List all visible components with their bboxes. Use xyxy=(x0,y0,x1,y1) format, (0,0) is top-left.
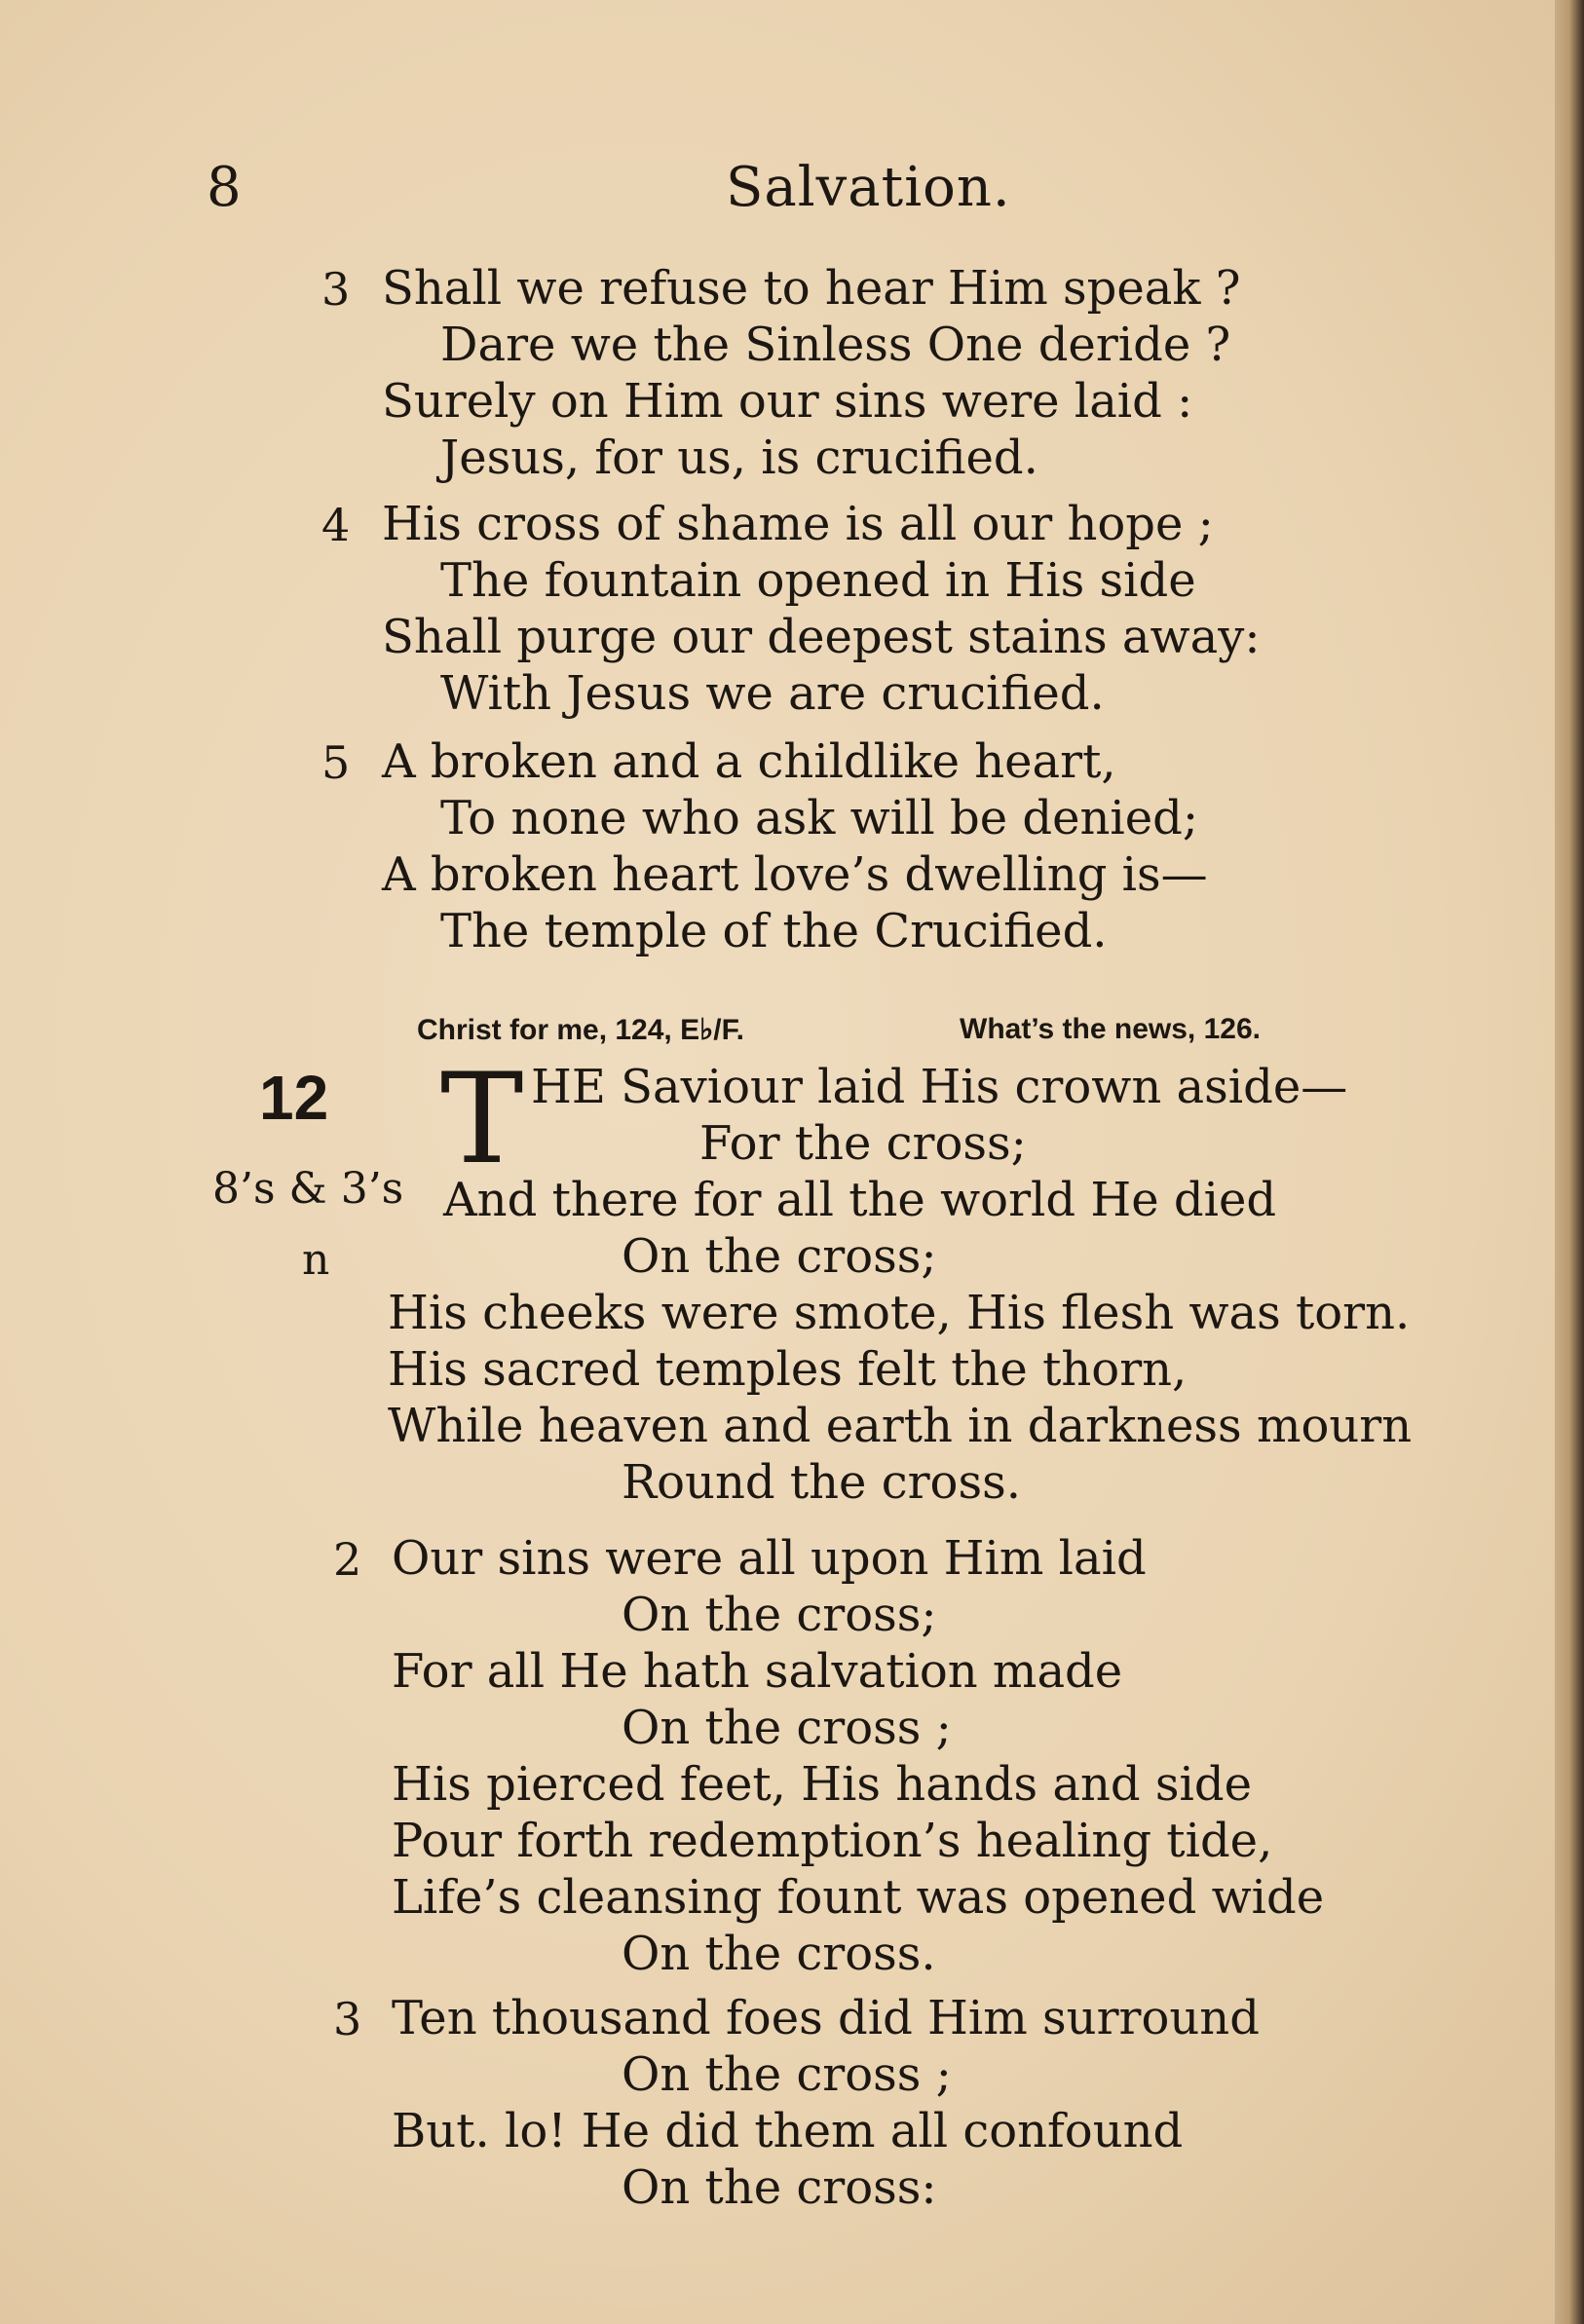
verse-line: And there for all the world He died xyxy=(443,1173,1277,1227)
verse-line: On the cross: xyxy=(622,2160,937,2215)
verse-line: Surely on Him our sins were laid : xyxy=(382,374,1193,429)
tune-reference-2: What’s the news, 126. xyxy=(960,1013,1261,1045)
verse-number: 4 xyxy=(321,499,351,551)
verse-line: Shall purge our deepest stains away: xyxy=(382,610,1261,664)
verse-line: Pour forth redemption’s healing tide, xyxy=(392,1814,1273,1868)
verse-line: But. lo! He did them all confound xyxy=(392,2104,1184,2158)
verse-line: His pierced feet, His hands and side xyxy=(392,1757,1252,1812)
verse-line: On the cross ; xyxy=(622,1701,952,1755)
verse-line: Jesus, for us, is crucified. xyxy=(440,431,1038,485)
drop-cap: T xyxy=(440,1047,524,1192)
verse-line: HE Saviour laid His crown aside— xyxy=(531,1060,1348,1114)
verse-line: The fountain opened in His side xyxy=(440,553,1196,608)
page-title: Salvation. xyxy=(726,156,1011,219)
verse-line: On the cross ; xyxy=(622,2047,952,2102)
hymn-meter: 8’s & 3’s xyxy=(212,1164,404,1214)
verse-number: 3 xyxy=(333,1993,362,2045)
verse-line: Our sins were all upon Him laid xyxy=(392,1531,1147,1586)
verse-line: Dare we the Sinless One deride ? xyxy=(440,318,1231,372)
verse-line: A broken and a childlike heart, xyxy=(382,734,1116,789)
verse-line: A broken heart love’s dwelling is— xyxy=(382,847,1208,902)
page-edge xyxy=(1555,0,1584,2324)
verse-number: 3 xyxy=(321,263,351,316)
verse-line: His sacred temples felt the thorn, xyxy=(388,1342,1188,1397)
verse-line: On the cross; xyxy=(622,1588,937,1642)
hymn-number: 12 xyxy=(259,1063,329,1133)
verse-line: His cheeks were smote, His flesh was torn. xyxy=(388,1286,1411,1340)
verse-line: On the cross; xyxy=(622,1229,937,1284)
hymn-key: n xyxy=(302,1235,330,1285)
verse-number: 2 xyxy=(333,1533,362,1586)
page-number: 8 xyxy=(207,156,242,219)
verse-line: The temple of the Crucified. xyxy=(440,904,1108,958)
verse-line: Round the cross. xyxy=(622,1455,1021,1510)
verse-number: 5 xyxy=(321,736,351,789)
verse-line: Ten thousand foes did Him surround xyxy=(392,1991,1260,2045)
verse-line: On the cross. xyxy=(622,1927,936,1981)
verse-line: For all He hath salvation made xyxy=(392,1644,1123,1699)
verse-line: While heaven and earth in darkness mourn xyxy=(388,1399,1413,1453)
verse-line: Life’s cleansing fount was opened wide xyxy=(392,1870,1325,1925)
tune-reference-1: Christ for me, 124, E♭/F. xyxy=(417,1014,744,1046)
verse-line: With Jesus we are crucified. xyxy=(440,666,1105,721)
verse-line: Shall we refuse to hear Him speak ? xyxy=(382,261,1241,316)
verse-line: His cross of shame is all our hope ; xyxy=(382,497,1214,551)
verse-line: To none who ask will be denied; xyxy=(440,791,1199,845)
verse-line: For the cross; xyxy=(699,1116,1027,1171)
